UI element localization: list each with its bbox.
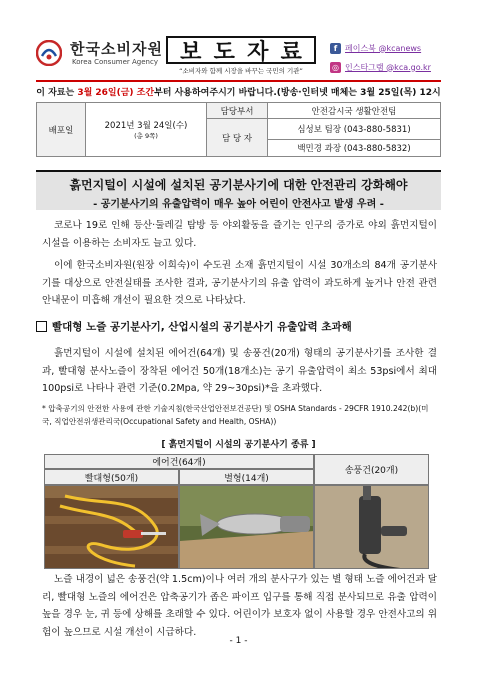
page-number: - 1 - [229, 636, 248, 646]
paragraph-1: 코로나 19로 인해 등산·둘레길 탐방 등 야외활동을 즐기는 인구의 증가로 야외 흙먼지털이 시설을 이용하는 소비자도 늘고 있다. [42, 220, 437, 249]
dist-date-cell [86, 103, 207, 157]
org-name-english: Korea Consumer Agency [72, 58, 158, 66]
headline-main: 흙먼지털이 시설에 설치된 공기분사기에 대한 안전관리 강화해야 [69, 178, 408, 192]
blowgun-image [315, 486, 429, 569]
title-char: 보 [180, 38, 202, 65]
staff-label: 담 당 자 [207, 119, 268, 157]
staff-2: 백민경 과장 (043-880-5832) [268, 140, 441, 157]
footnote: * 압축공기의 안전한 사용에 관한 기술지침(한국산업안전보건공단) 및 OSHA Standards - 29CFR 1910.242(b)(미국, 직업안전위생관리국(Occupational Safety and Health, OSHA)) [42, 404, 429, 426]
slogan: “소비자와 함께 시장을 바꾸는 국민의 기관” [179, 67, 303, 75]
figure-caption: [ 흙먼지털이 시설의 공기분사기 종류 ] [161, 440, 316, 450]
blowgun-header: 송풍건(20개) [314, 454, 429, 485]
title-char: 도 [213, 38, 235, 65]
star-airgun-photo [179, 485, 314, 569]
paragraph-4: 노즐 내경이 넓은 송풍건(약 1.5cm)이나 여러 개의 분사구가 있는 별 형태 노즐 에어건과 달리, 빨대형 노즐의 에어건은 압축공기가 좁은 파이프 입구를 통해 직접 분사되므로 유출 압력이 높을 경우 눈, 귀 등에 상해를 초래할 수 있다. 어린이가 보호자 없이 사용할 경우 안전사고의 위험이 높으므로 시설 개선이 시급하다. [42, 574, 437, 638]
straw-airgun-image [45, 486, 179, 569]
title-char: 자 [247, 38, 269, 65]
headline-box [36, 170, 441, 210]
embargo-date: 3월 26일(금) 조간 [77, 88, 155, 98]
press-release-title [166, 36, 316, 64]
staff-1: 심성보 팀장 (043-880-5831) [268, 119, 441, 140]
straw-type-header: 빨대형(50개) [44, 469, 179, 485]
header-rule [36, 80, 441, 82]
org-name-korean: 한국소비자원 [70, 40, 163, 58]
star-type-header: 별형(14개) [179, 469, 314, 485]
embargo-notice: 이 자료는 3월 26일(금) 조간부터 사용하여주시기 바랍니다.(방송·인터넷 매체는 3월 25일(목) 12시 [36, 88, 441, 98]
instagram-icon: ◎ [330, 62, 341, 73]
paragraph-2: 이에 한국소비자원(원장 이희숙)이 수도권 소재 흙먼지털이 시설 30개소의 84개 공기분사기를 대상으로 안전실태를 조사한 결과, 공기분사기의 유출 압력이 과도하게 높거나 안전 관련 안내문이 미흡해 개선이 필요한 것으로 나타났다. [42, 260, 437, 306]
facebook-handle: 페이스북 @kcanews [345, 43, 422, 53]
headline-sub: - 공기분사기의 유출압력이 매우 높아 어린이 안전사고 발생 우려 - [93, 199, 384, 210]
info-table [36, 102, 441, 157]
checkbox-bullet-icon [36, 321, 47, 332]
facebook-link[interactable] [330, 41, 421, 55]
star-airgun-image [180, 486, 314, 569]
photo-table [44, 454, 429, 569]
paragraph-3: 흙먼지털이 시설에 설치된 에어건(64개) 및 송풍건(20개) 형태의 공기분사기를 조사한 결과, 빨대형 분사노즐이 장착된 에어건 50개(18개소)는 공기 유출압력이 최소 53psi에서 최대 100psi로 나타나 관련 기준(0.2Mpa, 약 29~30psi)*을 초과했다. [42, 348, 437, 394]
dist-pages: (총 9쪽) [134, 132, 158, 140]
dept-label: 담당부서 [207, 103, 268, 119]
instagram-handle: 인스타그램 @kca.go.kr [345, 62, 431, 72]
blowgun-photo [314, 485, 429, 569]
facebook-icon: f [330, 43, 341, 54]
airgun-header: 에어건(64개) [44, 454, 314, 469]
dist-date: 2021년 3월 24일(수) [104, 121, 188, 131]
dept-value: 안전감시국 생활안전팀 [268, 103, 441, 119]
kca-logo-icon [36, 40, 62, 66]
dist-label: 배포일 [37, 103, 86, 157]
section-heading: 빨대형 노즐 공기분사기, 산업시설의 공기분사기 유출압력 초과해 [36, 319, 352, 334]
straw-airgun-photo [44, 485, 179, 569]
instagram-link[interactable] [330, 60, 431, 74]
title-char: 료 [280, 38, 302, 65]
